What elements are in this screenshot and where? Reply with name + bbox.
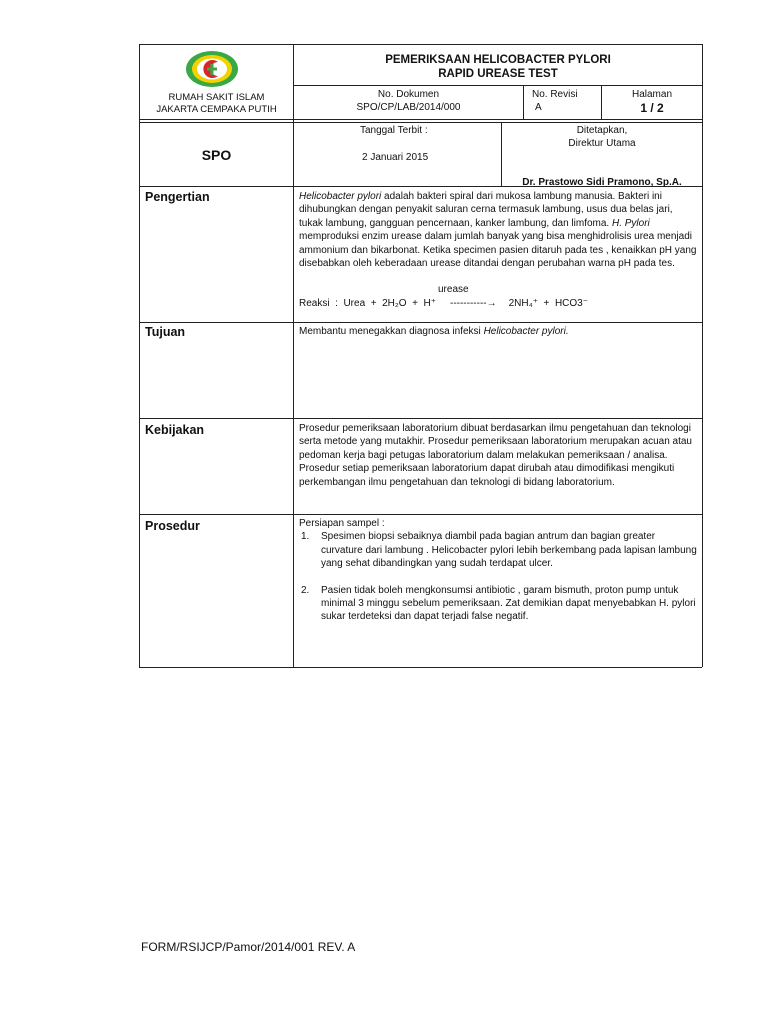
page-value: 1 / 2 bbox=[640, 101, 664, 116]
document-title-line1: PEMERIKSAAN HELICOBACTER PYLORI bbox=[385, 54, 611, 66]
issue-date-label: Tanggal Terbit : bbox=[360, 125, 428, 136]
approval-line1: Ditetapkan, bbox=[576, 125, 628, 136]
section-label-prosedur: Prosedur bbox=[145, 519, 200, 533]
table-border-right bbox=[702, 44, 703, 667]
form-code-footer: FORM/RSIJCP/Pamor/2014/001 REV. A bbox=[141, 940, 356, 954]
tujuan-text-plain: Membantu menegakkan diagnosa infeksi bbox=[299, 326, 484, 337]
table-divider-title bbox=[293, 85, 702, 86]
pengertian-italic-lead: Helicobacter pylori bbox=[299, 191, 382, 202]
revision-cell bbox=[532, 88, 600, 115]
page-number-cell bbox=[602, 88, 702, 116]
prosedur-step-text: Pasien tidak boleh mengkonsumsi antibiotic , garam bismuth, proton pump untuk minimal 3 minggu sebelum pemeriksaan. Zat demikian dapat menyebabkan H. pylori sukar terdeteksi dan dapat terjadi false negatif. bbox=[321, 584, 696, 623]
prosedur-step-number: 2. bbox=[301, 584, 310, 596]
section-label-kebijakan: Kebijakan bbox=[145, 423, 205, 437]
section-label-tujuan: Tujuan bbox=[145, 325, 186, 339]
approval-block bbox=[502, 124, 702, 151]
tujuan-text-italic: Helicobacter pylori. bbox=[483, 326, 569, 337]
table-border-top bbox=[139, 44, 702, 45]
hospital-name-line2: JAKARTA CEMPAKA PUTIH bbox=[156, 104, 277, 115]
pengertian-italic-mid: H. Pylori bbox=[611, 217, 650, 229]
pengertian-text bbox=[299, 190, 699, 270]
prosedur-step bbox=[299, 584, 699, 624]
table-border-bottom bbox=[139, 667, 702, 668]
table-divider-kebijakan bbox=[139, 514, 702, 515]
hospital-logo-icon bbox=[185, 50, 239, 88]
table-divider-header-double bbox=[139, 122, 702, 123]
prosedur-step bbox=[299, 530, 699, 570]
reaction-arrow: -----------→ bbox=[449, 298, 497, 309]
document-title-line2: RAPID UREASE TEST bbox=[438, 68, 558, 80]
reaction-enzyme-label: urease bbox=[438, 284, 469, 295]
reaction-lhs: Reaksi : Urea + 2H₂O + H⁺ bbox=[299, 298, 436, 309]
document-title bbox=[294, 53, 702, 81]
table-border-left bbox=[139, 44, 140, 667]
hospital-name-line1: RUMAH SAKIT ISLAM bbox=[168, 92, 265, 103]
doc-number-label: No. Dokumen bbox=[377, 89, 440, 100]
prosedur-step-text: Spesimen biopsi sebaiknya diambil pada bagian antrum dan bagian greater curvature dari lambung . Helicobacter pylori lebih berkembang pada lapisan lambung yang sehat dibandingkan yang sudah terdapat ulcer. bbox=[321, 531, 697, 570]
table-divider-pengertian bbox=[139, 322, 702, 323]
hospital-name bbox=[140, 92, 293, 116]
prosedur-steps bbox=[299, 530, 699, 623]
revision-value: A bbox=[535, 102, 542, 114]
pengertian-text-part2: memproduksi enzim urease dalam jumlah banyak yang bisa menghidrolisis urea menjadi ammonium dan bikarbonat. Ketika specimen pasien ditaruh pada tes , kenaikkan pH yang disebabkan oleh keberadaan urease ditandai dengan perubahan warna pH pada tes. bbox=[299, 231, 697, 270]
prosedur-step-number: 1. bbox=[301, 531, 310, 543]
tujuan-text bbox=[299, 325, 699, 338]
table-divider-doc-no bbox=[523, 85, 524, 119]
doc-number-value: SPO/CP/LAB/2014/000 bbox=[356, 102, 461, 114]
approval-line2: Direktur Utama bbox=[568, 138, 636, 150]
issue-date-value: 2 Januari 2015 bbox=[362, 152, 429, 163]
table-divider-tujuan bbox=[139, 418, 702, 419]
reaction-equation bbox=[299, 297, 699, 310]
page-label: Halaman bbox=[631, 89, 673, 100]
doc-number-cell bbox=[294, 88, 523, 115]
table-divider-main bbox=[293, 44, 294, 667]
prosedur-content bbox=[299, 517, 699, 624]
revision-label: No. Revisi bbox=[532, 89, 578, 100]
pengertian-text-part1: adalah bakteri spiral dari mukosa lambung manusia. Bakteri ini dihubungkan dengan penyakit saluran cerna termasuk lambung, usus dua belas jari, tukak lambung, gangguan pencernaan, kanker lambung, dan limfoma. bbox=[299, 191, 673, 229]
reaction-rhs: 2NH₄⁺ + HCO3⁻ bbox=[508, 298, 589, 309]
section-label-pengertian: Pengertian bbox=[145, 190, 210, 204]
prosedur-intro: Persiapan sampel : bbox=[299, 518, 385, 529]
signer-name: Dr. Prastowo Sidi Pramono, Sp.A. bbox=[522, 177, 682, 188]
kebijakan-text: Prosedur pemeriksaan laboratorium dibuat berdasarkan ilmu pengetahuan dan teknologi serta metode yang mutakhir. Prosedur pemeriksaan laboratorium merupakan acuan atau pedoman kerja bagi petugas laboratorium dalam melakukan pemeriksaan / analisa. Prosedur setiap pemeriksaan laboratorium dapat dirubah atau dimodifikasi mengikuti perkembangan ilmu pengetahuan dan teknologi di bidang laboratorium. bbox=[299, 423, 692, 488]
spo-label: SPO bbox=[201, 147, 232, 163]
table-divider-header bbox=[139, 119, 702, 120]
